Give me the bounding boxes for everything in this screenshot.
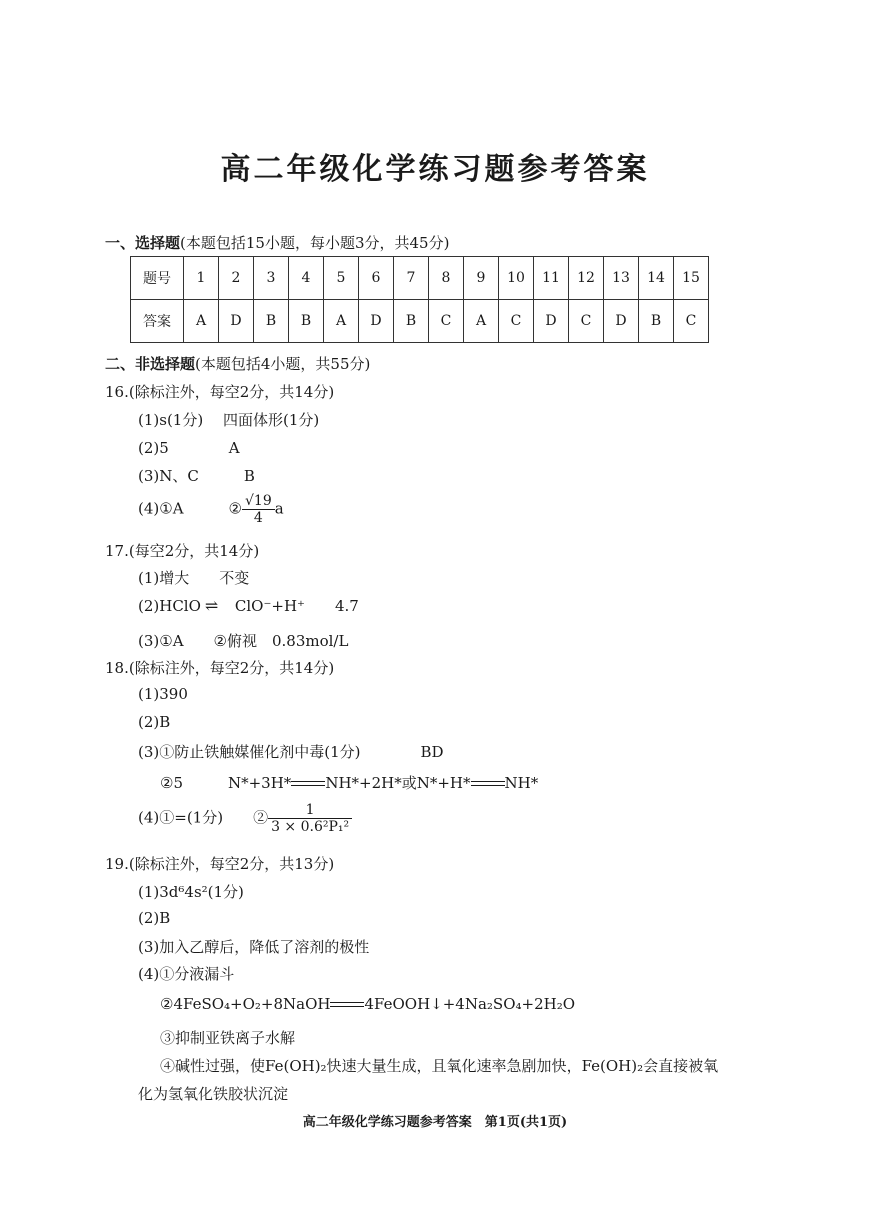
q18-fraction-denominator: 3 × 0.6²P₁²	[271, 819, 350, 835]
q19-answer-4-4: ④碱性过强，使Fe(OH)₂快速大量生成，且氧化速率急剧加快，Fe(OH)₂会直接被氧	[160, 1057, 719, 1075]
q18-heading: 18.(除标注外，每空2分，共14分)	[105, 659, 335, 677]
question-number-cell: 15	[674, 257, 709, 300]
answer-cell: B	[254, 300, 289, 343]
question-number-cell: 9	[464, 257, 499, 300]
q19-eq-right: 4FeOOH↓+4Na₂SO₄+2H₂O	[364, 995, 576, 1013]
question-number-cell: 14	[639, 257, 674, 300]
q16-answer-2: (2)5 A	[138, 439, 240, 457]
question-number-cell: 6	[359, 257, 394, 300]
q17-answer-2-left: (2)HClO	[138, 597, 201, 615]
answer-cell: B	[289, 300, 324, 343]
question-number-cell: 2	[219, 257, 254, 300]
question-number-cell: 3	[254, 257, 289, 300]
question-number-cell: 1	[184, 257, 219, 300]
q16-answer-4-text: (4)①A ②	[138, 499, 242, 518]
q16-answer-4	[138, 493, 284, 526]
q16-answer-1: (1)s(1分) 四面体形(1分)	[138, 411, 320, 429]
q17-heading: 17.(每空2分，共14分)	[105, 542, 260, 560]
answer-cell: D	[219, 300, 254, 343]
reversible-arrow-icon	[201, 602, 235, 612]
answer-cell: B	[394, 300, 429, 343]
question-number-cell: 4	[289, 257, 324, 300]
question-number-cell: 10	[499, 257, 534, 300]
equals-arrow-icon	[471, 779, 505, 789]
q16-answer-3: (3)N、C B	[138, 467, 255, 485]
q19-heading: 19.(除标注外，每空2分，共13分)	[105, 855, 335, 873]
section-1-note: (本题包括15小题，每小题3分，共45分)	[180, 234, 450, 252]
answer-row	[131, 300, 709, 343]
q16-fraction-denominator: 4	[253, 510, 263, 526]
q16-answer-4-tail: a	[274, 499, 284, 518]
question-number-cell: 5	[324, 257, 359, 300]
q19-answer-3: (3)加入乙醇后，降低了溶剂的极性	[138, 938, 370, 956]
answer-cell: C	[674, 300, 709, 343]
section-1-heading	[105, 232, 449, 253]
q18-fraction-numerator: 1	[268, 802, 352, 819]
q18-answer-3-2	[160, 772, 538, 793]
q18-answer-4	[138, 802, 352, 835]
q16-heading: 16.(除标注外，每空2分，共14分)	[105, 383, 335, 401]
answer-cell: D	[534, 300, 569, 343]
q17-answer-2	[138, 595, 359, 616]
answer-table	[130, 256, 709, 343]
answer-cell: B	[639, 300, 674, 343]
answer-cell: D	[359, 300, 394, 343]
q18-answer-4-text: (4)①=(1分) ②	[138, 808, 269, 827]
q18-eq-part-2: NH*+2H*或N*+H*	[325, 774, 471, 792]
q18-fraction	[268, 802, 352, 835]
question-number-cell: 8	[429, 257, 464, 300]
answer-cell: C	[429, 300, 464, 343]
q17-answer-1: (1)增大 不变	[138, 569, 250, 587]
q19-answer-4-3: ③抑制亚铁离子水解	[160, 1029, 296, 1047]
answer-cell: C	[569, 300, 604, 343]
page-footer: 高二年级化学练习题参考答案 第1页(共1页)	[302, 1115, 568, 1130]
q19-answer-4: (4)①分液漏斗	[138, 965, 235, 983]
q19-answer-1: (1)3d⁶4s²(1分)	[138, 883, 244, 901]
q16-fraction-numerator: √19	[242, 493, 275, 510]
q18-answer-1: (1)390	[138, 685, 188, 703]
answer-cell: A	[324, 300, 359, 343]
page-title: 高二年级化学练习题参考答案	[220, 152, 650, 187]
row-label-answer: 答案	[131, 300, 184, 343]
section-1-title: 一、选择题	[105, 234, 181, 252]
row-label-question: 题号	[131, 257, 184, 300]
q16-fraction	[242, 493, 275, 526]
q18-answer-2: (2)B	[138, 713, 171, 731]
section-2-title: 二、非选择题	[105, 355, 196, 373]
section-2-heading	[105, 353, 370, 374]
answer-cell: C	[499, 300, 534, 343]
question-number-cell: 13	[604, 257, 639, 300]
answer-cell: D	[604, 300, 639, 343]
answer-cell: A	[464, 300, 499, 343]
question-number-cell: 7	[394, 257, 429, 300]
q19-eq-left: ②4FeSO₄+O₂+8NaOH	[160, 995, 331, 1013]
answer-cell: A	[184, 300, 219, 343]
q19-answer-2: (2)B	[138, 909, 171, 927]
q17-answer-2-right: ClO⁻+H⁺ 4.7	[234, 597, 359, 615]
question-number-cell: 12	[569, 257, 604, 300]
q18-eq-part-3: NH*	[504, 774, 539, 792]
equals-arrow-icon	[330, 1000, 364, 1010]
q18-eq-part-1: ②5 N*+3H*	[160, 774, 292, 792]
equals-arrow-icon	[291, 779, 325, 789]
question-number-row	[131, 257, 709, 300]
q18-answer-3: (3)①防止铁触媒催化剂中毒(1分) BD	[138, 743, 444, 761]
q19-answer-4-2	[160, 995, 575, 1013]
question-number-cell: 11	[534, 257, 569, 300]
section-2-note: (本题包括4小题，共55分)	[195, 355, 371, 373]
q17-answer-3: (3)①A ②俯视 0.83mol/L	[138, 632, 349, 650]
q19-answer-4-4-cont: 化为氢氧化铁胶状沉淀	[138, 1085, 289, 1103]
